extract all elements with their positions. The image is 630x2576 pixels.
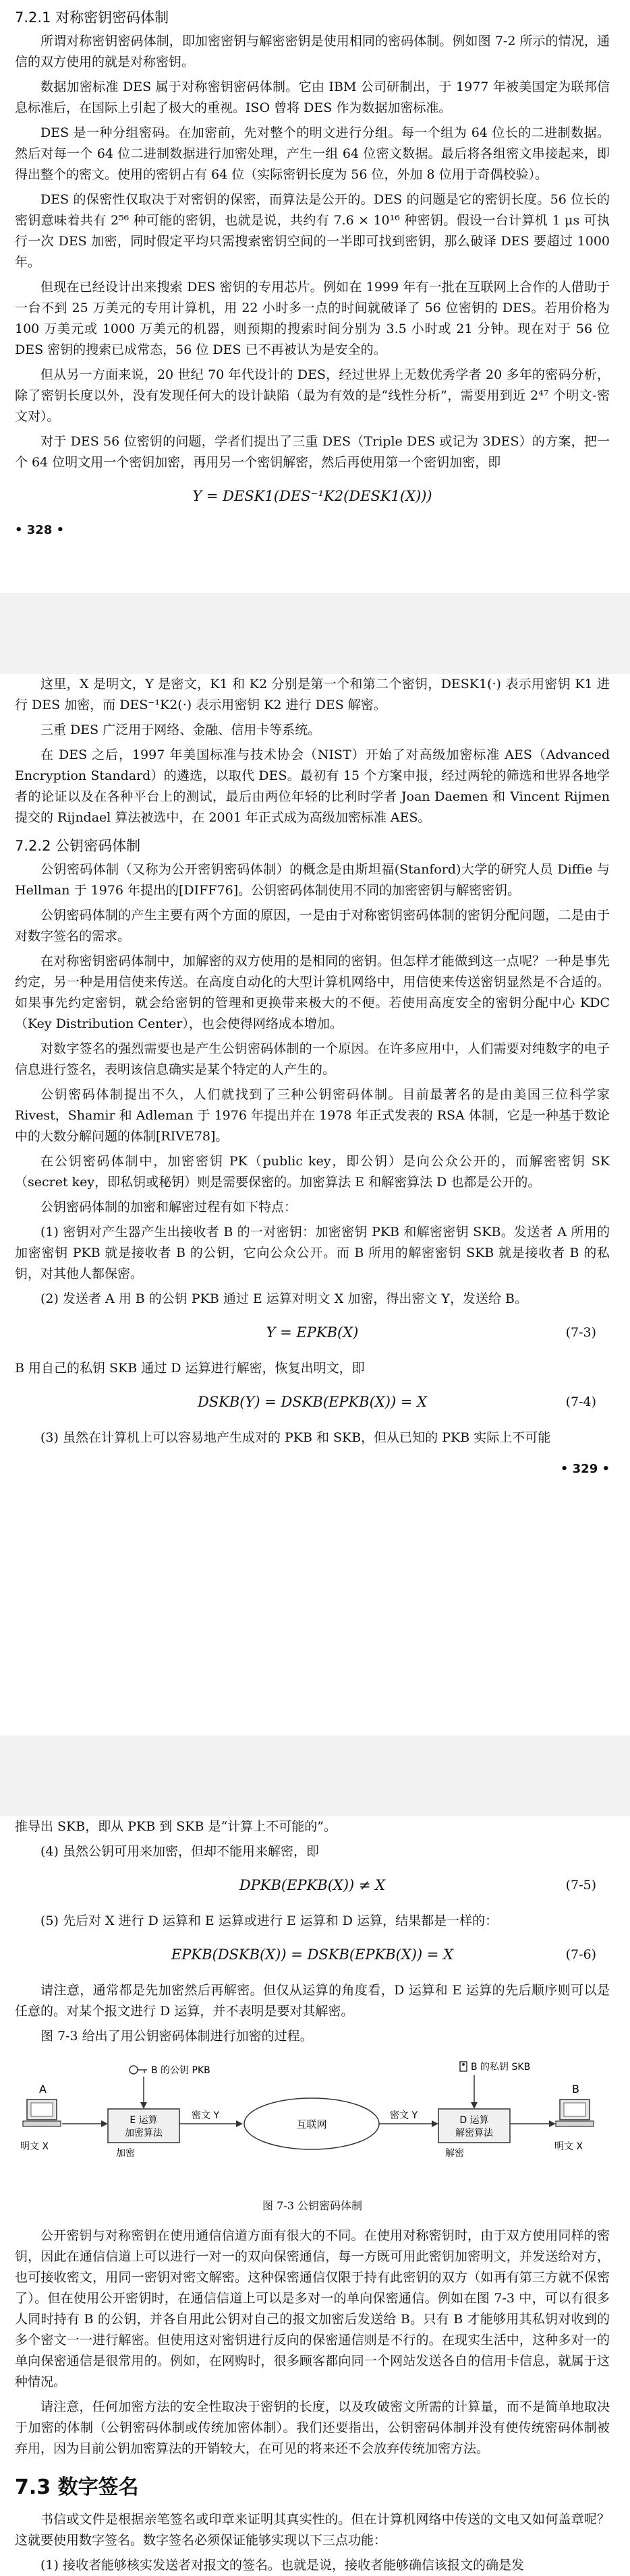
page-328 bbox=[0, 0, 630, 593]
encrypt-box-top: E 运算 bbox=[130, 2115, 158, 2126]
formula-text: DSKB(Y) = DSKB(EPKB(X)) = X bbox=[197, 1394, 428, 1410]
figure-caption: 图 7-3 公钥密码体制 bbox=[262, 2199, 362, 2212]
list-item: (3) 虽然在计算机上可以容易地产生成对的 PKB 和 SKB，但从已知的 PKB 实际上不可能 bbox=[40, 1430, 551, 1445]
paragraph: 对于 DES 56 位密钥的问题，学者们提出了三重 DES（Triple DES 或记为 3DES）的方案，把一个 64 位明文用一个密钥加密，再用另一个密钥解密，然后再使用第一个密钥加密，即 bbox=[15, 434, 610, 470]
computer-b-icon bbox=[556, 2099, 594, 2126]
paragraph: 但从另一方面来说，20 世纪 70 年代设计的 DES，经过世界上无数优秀学者 20 多年的密码分析，除了密钥长度以外，没有发现任何大的设计缺陷（最为有效的是“线性分析”，需要用到近 2⁴⁷ 个明文-密文对）。 bbox=[15, 367, 610, 424]
decrypt-box-bottom: 解密算法 bbox=[455, 2128, 493, 2139]
formula-7-6 bbox=[15, 1941, 610, 1968]
list-item: (5) 先后对 X 进行 D 运算和 E 运算或进行 E 运算和 D 运算，结果都是一样的： bbox=[40, 1913, 498, 1928]
equation-number: (7-4) bbox=[565, 1394, 596, 1409]
paragraph: 公钥密码体制提出不久，人们就找到了三种公钥密码体制。目前最著名的是由美国三位科学家 Rivest，Shamir 和 Adleman 于 1976 年提出并在 1978 年正式发表的 RSA 体制，它是一种基于数论中的大数分解问题的体制[RIVE78]。 bbox=[15, 1087, 610, 1144]
formula-text: Y = EPKB(X) bbox=[266, 1324, 359, 1341]
page-number: • 328 • bbox=[15, 523, 65, 537]
paragraph: 公钥密码体制的产生主要有两个方面的原因，一是由于对称密钥密码体制的密钥分配问题，二是由于对数字签名的需求。 bbox=[15, 908, 610, 944]
list-item: (1) 密钥对产生器产生出接收者 B 的一对密钥：加密密钥 PKB 和解密密钥 SKB。发送者 A 所用的加密密钥 PKB 就是接收者 B 的公钥，它向公众公开。而 B 所用的解密密钥 SKB 就是接收者 B 的私钥，对其他人都保密。 bbox=[15, 1225, 610, 1281]
encrypt-label: 加密 bbox=[116, 2148, 135, 2159]
list-item: (1) 接收者能够核实发送者对报文的签名。也就是说，接收者能够确信该报文的确是发 bbox=[40, 2558, 524, 2573]
formula-7-3 bbox=[15, 1319, 610, 1346]
computer-a-icon bbox=[23, 2099, 61, 2126]
paragraph: 对数字签名的强烈需要也是产生公钥密码体制的一个原因。在许多应用中，人们需要对纯数字的电子信息进行签名，表明该信息确实是某个特定的人产生的。 bbox=[15, 1041, 610, 1077]
private-key-icon bbox=[460, 2062, 467, 2071]
label-a: A bbox=[39, 2083, 47, 2095]
cipher-left: 密文 Y bbox=[192, 2110, 220, 2121]
equation-number: (7-6) bbox=[565, 1947, 596, 1962]
equation-number: (7-3) bbox=[565, 1325, 596, 1340]
encrypt-box-bottom: 加密算法 bbox=[125, 2128, 163, 2139]
page-number: • 329 • bbox=[560, 1462, 610, 1476]
paragraph: 书信或文件是根据亲笔签名或印章来证明其真实性的。但在计算机网络中传送的文电又如何盖章呢？这就要使用数字签名。数字签名必须保证能够实现以下三点功能： bbox=[15, 2512, 610, 2548]
list-item: (2) 发送者 A 用 B 的公钥 PKB 通过 E 运算对明文 X 加密，得出密文 Y，发送给 B。 bbox=[40, 1291, 527, 1306]
paragraph: 数据加密标准 DES 属于对称密钥密码体制。它由 IBM 公司研制出，于 1977 年被美国定为联邦信息标准后，在国际上引起了极大的重视。ISO 曾将 DES 作为数据加密标准。 bbox=[15, 80, 610, 115]
formula-text: EPKB(DSKB(X)) = DSKB(EPKB(X)) = X bbox=[171, 1946, 454, 1963]
page-gap bbox=[0, 1736, 630, 1816]
formula-7-4 bbox=[15, 1388, 610, 1415]
paragraph: 三重 DES 广泛用于网络、金融、信用卡等系统。 bbox=[40, 723, 321, 737]
public-key-diagram bbox=[15, 2055, 608, 2190]
paragraph: 推导出 SKB，即从 PKB 到 SKB 是“计算上不可能的”。 bbox=[15, 1819, 337, 1834]
paragraph: 在对称密钥密码体制中，加解密的双方使用的是相同的密钥。但怎样才能做到这一点呢？一种是事先约定，另一种是用信使来传送。在高度自动化的大型计算机网络中，用信使来传送密钥显然是不合适的。如果事先约定密钥，就会给密钥的管理和更换带来极大的不便。若使用高度安全的密钥分配中心 KDC（Key Distribution Center），也会使得网络成本增加。 bbox=[15, 954, 610, 1031]
figure-7-3 bbox=[15, 2055, 610, 2216]
plaintext-left: 明文 X bbox=[20, 2141, 49, 2152]
paragraph: 公钥密码体制的加密和解密过程有如下特点： bbox=[40, 1200, 297, 1215]
decrypt-label: 解密 bbox=[445, 2148, 464, 2159]
public-key-label: B 的公钥 PKB bbox=[151, 2065, 210, 2076]
page-330 bbox=[0, 1816, 630, 2573]
section-heading-7-2-1: 7.2.1 对称密钥密码体制 bbox=[15, 9, 169, 26]
paragraph: DES 的保密性仅取决于对密钥的保密，而算法是公开的。DES 的问题是它的密钥长度。56 位长的密钥意味着共有 2⁵⁶ 种可能的密钥，也就是说，共约有 7.6 × 10¹⁶ 种密钥。假设一台计算机 1 μs 可执行一次 DES 加密，同时假定平均只需搜索密钥空间的一半即可找到密钥，那么破译 DES 要超过 1000 年。 bbox=[15, 192, 610, 270]
key-icon bbox=[130, 2066, 147, 2074]
list-item: (4) 虽然公钥可用来加密，但却不能用来解密，即 bbox=[40, 1844, 319, 1859]
paragraph: 请注意，任何加密方法的安全性取决于密钥的长度，以及攻破密文所需的计算量，而不是简单地取决于加密的体制（公钥密码体制或传统加密体制）。我们还要指出，公钥密码体制并没有使传统密码体制被弃用，因为目前公钥加密算法的开销较大，在可见的将来还不会放弃传统加密方法。 bbox=[15, 2399, 610, 2456]
formula-7-5 bbox=[15, 1872, 610, 1899]
paragraph: 所谓对称密钥密码体制，即加密密钥与解密密钥是使用相同的密码体制。例如图 7-2 所示的情况，通信的双方使用的就是对称密钥。 bbox=[15, 34, 610, 69]
formula-text: DPKB(EPKB(X)) ≠ X bbox=[239, 1877, 386, 1893]
formula-text: Y = DESK1(DES⁻¹K2(DESK1(X))) bbox=[192, 488, 432, 504]
paragraph: 这里，X 是明文，Y 是密文，K1 和 K2 分别是第一个和第二个密钥，DESK1(·) 表示用密钥 K1 进行 DES 加密，而 DES⁻¹K2(·) 表示用密钥 K2 进行 DES 解密。 bbox=[15, 677, 610, 712]
section-heading-7-3: 7.3 数字签名 bbox=[15, 2476, 139, 2499]
paragraph: 公开密钥与对称密钥在使用通信信道方面有很大的不同。在使用对称密钥时，由于双方使用同样的密钥，因此在通信信道上可以进行一对一的双向保密通信，每一方既可用此密钥加密明文，并发送给对方，也可接收密文，用同一密钥对密文解密。这种保密通信仅限于持有此密钥的双方（如再有第三方就不保密了）。但在使用公开密钥时，在通信信道上可以是多对一的单向保密通信。例如在图 7-3 中，可以有很多人同时持有 B 的公钥，并各自用此公钥对自己的报文加密后发送给 B。只有 B 才能够用其私钥对收到的多个密文一一进行解密。但使用这对密钥进行反向的保密通信则是不行的。在现实生活中，这种多对一的单向保密通信是很常用的。例如，在网购时，很多顾客都向同一个网站发送各自的信用卡信息，就属于这种情况。 bbox=[15, 2228, 610, 2389]
paragraph: 在公钥密码体制中，加密密钥 PK（public key，即公钥）是向公众公开的，而解密密钥 SK（secret key，即私钥或秘钥）则是需要保密的。加密算法 E 和解密算法 D 也都是公开的。 bbox=[15, 1154, 610, 1190]
formula-3des bbox=[15, 483, 610, 510]
plaintext-right: 明文 X bbox=[554, 2141, 583, 2152]
paragraph: 公钥密码体制（又称为公开密钥密码体制）的概念是由斯坦福(Stanford)大学的研究人员 Diffie 与 Hellman 于 1976 年提出的[DIFF76]。公钥密码体制使用不同的加密密钥与解密密钥。 bbox=[15, 862, 610, 898]
paragraph: 在 DES 之后，1997 年美国标准与技术协会（NIST）开始了对高级加密标准 AES（Advanced Encryption Standard）的遴选，以取代 DES。最初有 15 个方案申报，经过两轮的筛选和世界各地学者的论证以及在各种平台上的测试，最后由两位年轻的比利时学者 Joan Daemen 和 Vincent Rijmen 提交的 Rijndael 算法被选中，在 2001 年正式成为高级加密标准 AES。 bbox=[15, 747, 610, 825]
internet-label: 互联网 bbox=[296, 2118, 327, 2130]
cipher-right: 密文 Y bbox=[390, 2110, 418, 2121]
paragraph: 请注意，通常都是先加密然后再解密。但仅从运算的角度看，D 运算和 E 运算的先后顺序则可以是任意的。对某个报文进行 D 运算，并不表明是要对其解密。 bbox=[15, 1983, 610, 2019]
private-key-label: B 的私钥 SKB bbox=[471, 2062, 531, 2073]
paragraph: B 用自己的私钥 SKB 通过 D 运算进行解密，恢复出明文，即 bbox=[15, 1361, 365, 1376]
page-329 bbox=[0, 674, 630, 1736]
equation-number: (7-5) bbox=[565, 1878, 596, 1893]
decrypt-box-top: D 运算 bbox=[459, 2115, 489, 2126]
paragraph: 但现在已经设计出来搜索 DES 密钥的专用芯片。例如在 1999 年有一批在互联网上合作的人借助于一台不到 25 万美元的专用计算机，用 22 小时多一点的时间就破译了 56 位密钥的 DES。若用价格为 100 万美元或 1000 万美元的机器，则预期的搜索时间分别为 3.5 小时或 21 分钟。现在对于 56 位 DES 密钥的搜索已成常态，56 位 DES 已不再被认为是安全的。 bbox=[15, 280, 610, 357]
label-b: B bbox=[572, 2083, 579, 2095]
paragraph: 图 7-3 给出了用公钥密码体制进行加密的过程。 bbox=[40, 2029, 313, 2044]
page-gap bbox=[0, 593, 630, 674]
section-heading-7-2-2: 7.2.2 公钥密码体制 bbox=[15, 838, 141, 854]
paragraph: DES 是一种分组密码。在加密前，先对整个的明文进行分组。每一个组为 64 位长的二进制数据。然后对每一个 64 位二进制数据进行加密处理，产生一组 64 位密文数据。最后将各组密文串接起来，即得出整个的密文。使用的密钥占有 64 位（实际密钥长度为 56 位，外加 8 位用于奇偶校验）。 bbox=[15, 125, 610, 182]
